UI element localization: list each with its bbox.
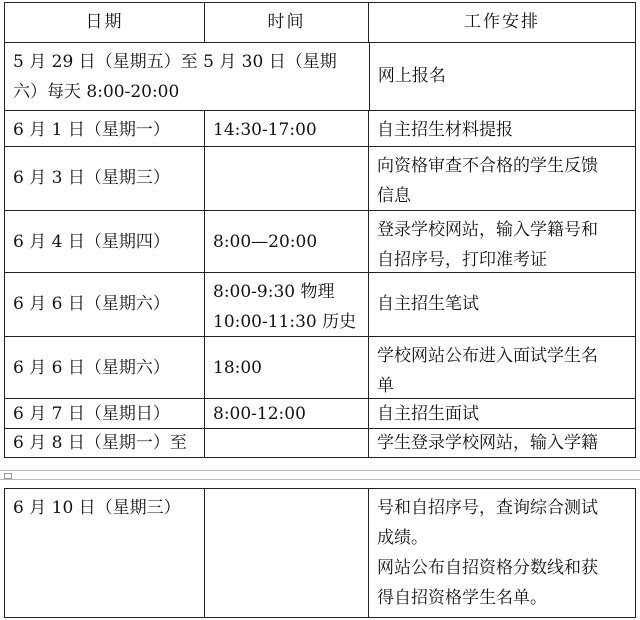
work-cell xyxy=(370,43,635,110)
header-date: 日期 xyxy=(5,3,205,42)
table-row xyxy=(5,111,635,147)
time-line: 10:00-11:30 历史 xyxy=(213,312,357,332)
work-line: 网站公布自招资格分数线和获 xyxy=(377,558,598,578)
date-cell xyxy=(5,43,370,110)
table-row xyxy=(5,337,635,399)
date-cell: 6 月 8 日（星期一）至 xyxy=(5,429,205,457)
work-line: 登录学校网站，输入学籍号和 xyxy=(377,220,598,240)
date-cell: 6 月 6 日（星期六） xyxy=(5,273,205,336)
work-line: 学校网站公布进入面试学生名 xyxy=(377,346,598,366)
date-cell: 6 月 10 日（星期三） xyxy=(5,489,205,617)
work-line: 自招序号，打印准考证 xyxy=(377,250,547,270)
time-line: 8:00-9:30 物理 xyxy=(213,282,335,302)
time-cell xyxy=(205,489,369,617)
date-cell: 6 月 1 日（星期一） xyxy=(5,111,205,146)
page-break-divider xyxy=(0,470,640,480)
work-line: 单 xyxy=(377,376,394,396)
date-line: 六）每天 8:00-20:00 xyxy=(13,82,180,102)
schedule-table-continued xyxy=(4,488,636,618)
work-line: 信息 xyxy=(377,186,411,206)
work-cell: 自主招生材料提报 xyxy=(377,120,513,140)
table-row xyxy=(5,147,635,211)
header-time: 时间 xyxy=(205,3,369,42)
work-cell: 自主招生面试 xyxy=(377,404,479,424)
work-cell xyxy=(369,489,635,617)
date-cell: 6 月 7 日（星期日） xyxy=(5,399,205,428)
table-row xyxy=(5,489,635,617)
work-line: 得自招资格学生名单。 xyxy=(377,588,547,608)
schedule-table xyxy=(4,2,636,458)
work-cell: 学生登录学校网站，输入学籍 xyxy=(377,433,598,453)
time-cell: 8:00—20:00 xyxy=(205,211,369,272)
date-cell: 6 月 6 日（星期六） xyxy=(5,337,205,398)
work-line: 成绩。 xyxy=(377,528,428,548)
table-row xyxy=(5,399,635,429)
table-row xyxy=(5,429,635,457)
table-row xyxy=(5,273,635,337)
work-line: 向资格审查不合格的学生反馈 xyxy=(377,156,598,176)
table-row xyxy=(5,211,635,273)
page-break-marker xyxy=(4,473,12,479)
table-header-row xyxy=(5,3,635,43)
date-cell: 6 月 4 日（星期四） xyxy=(5,211,205,272)
time-cell: 14:30-17:00 xyxy=(205,111,369,146)
table-row xyxy=(5,43,635,111)
work-cell xyxy=(369,211,635,272)
work-cell xyxy=(369,147,635,210)
time-cell: 8:00-12:00 xyxy=(205,399,369,428)
time-cell xyxy=(205,429,369,457)
time-cell xyxy=(205,147,369,210)
date-cell: 6 月 3 日（星期三） xyxy=(5,147,205,210)
work-cell: 自主招生笔试 xyxy=(377,294,479,314)
time-cell xyxy=(205,273,369,336)
header-work: 工作安排 xyxy=(464,12,540,32)
work-line: 号和自招序号，查询综合测试 xyxy=(377,498,598,518)
date-line: 5 月 29 日（星期五）至 5 月 30 日（星期 xyxy=(13,52,337,72)
work-cell xyxy=(369,337,635,398)
time-cell: 18:00 xyxy=(205,337,369,398)
work-line: 网上报名 xyxy=(377,66,446,86)
